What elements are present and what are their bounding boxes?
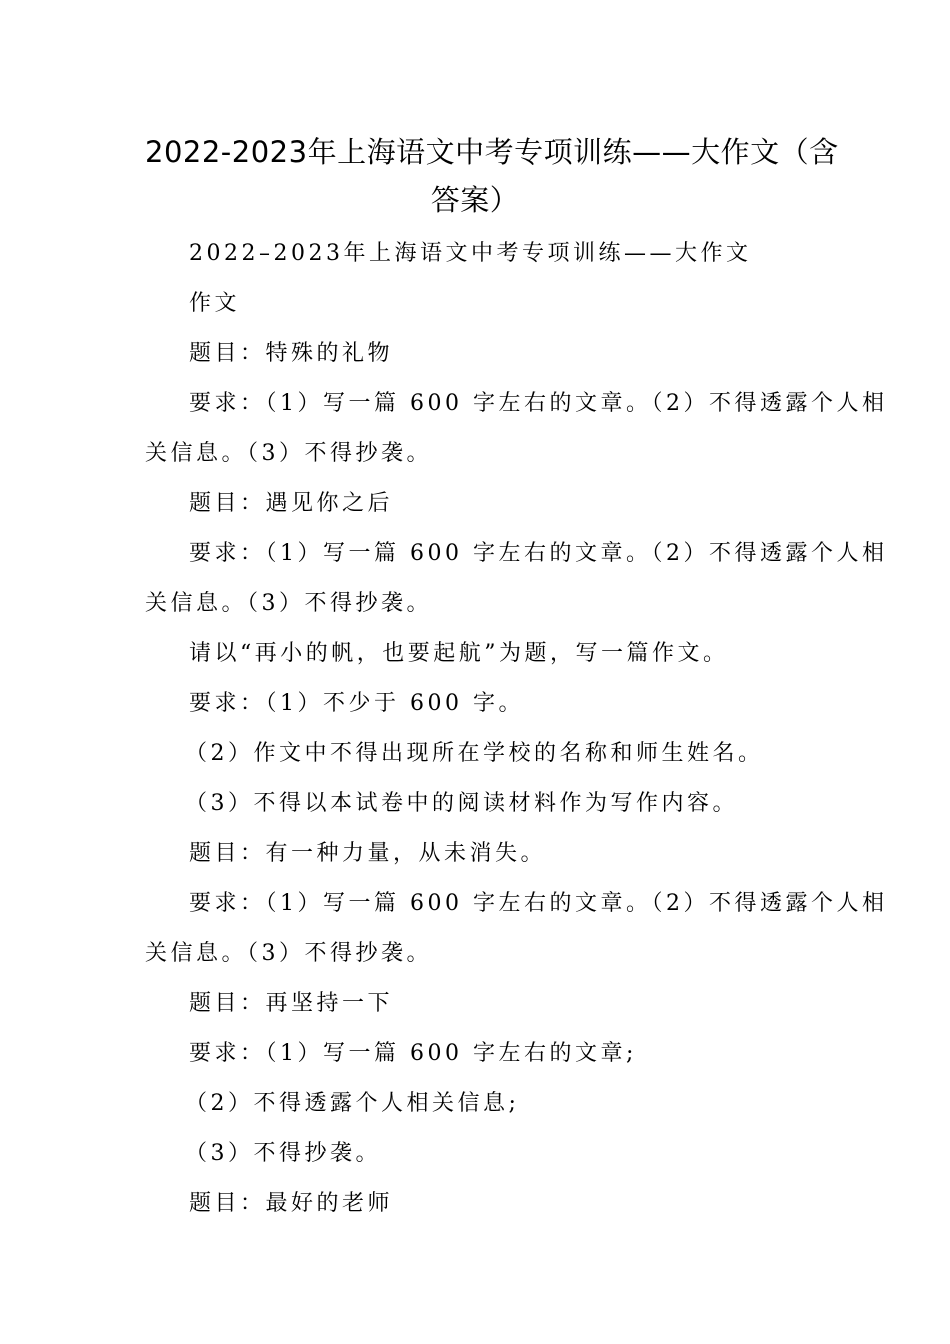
document-title [145, 128, 839, 224]
topic-paragraph: 题目：再坚持一下 [189, 991, 394, 1016]
requirement-continuation: 关信息。（3）不得抄袭。 [145, 941, 432, 966]
title-line-2: 答案） [430, 183, 520, 217]
requirement-continuation: 关信息。（3）不得抄袭。 [145, 591, 432, 616]
requirement-item: （3）不得抄袭。 [185, 1141, 381, 1166]
section-heading: 作文 [189, 291, 241, 316]
requirement-paragraph: 要求：（1）写一篇 600 字左右的文章。（2）不得透露个人相 [189, 391, 888, 416]
title-line-1: 2022-2023年上海语文中考专项训练——大作文（含 [145, 135, 839, 169]
requirement-paragraph: 要求：（1）写一篇 600 字左右的文章; [189, 1041, 637, 1066]
requirement-paragraph: 要求：（1）写一篇 600 字左右的文章。（2）不得透露个人相 [189, 891, 888, 916]
topic-paragraph: 题目：最好的老师 [189, 1191, 394, 1216]
requirement-item: （3）不得以本试卷中的阅读材料作为写作内容。 [185, 791, 738, 816]
subtitle-paragraph: 2022–2023年上海语文中考专项训练——大作文 [189, 241, 752, 266]
requirement-item: （2）不得透露个人相关信息; [185, 1091, 520, 1116]
topic-paragraph: 题目：遇见你之后 [189, 491, 394, 516]
requirement-paragraph: 要求：（1）写一篇 600 字左右的文章。（2）不得透露个人相 [189, 541, 888, 566]
prompt-paragraph: 请以“再小的帆，也要起航”为题，写一篇作文。 [189, 641, 729, 666]
requirement-paragraph: 要求：（1）不少于 600 字。 [189, 691, 524, 716]
requirement-item: （2）作文中不得出现所在学校的名称和师生姓名。 [185, 741, 764, 766]
topic-paragraph: 题目：特殊的礼物 [189, 341, 394, 366]
requirement-continuation: 关信息。（3）不得抄袭。 [145, 441, 432, 466]
document-body [145, 229, 888, 1229]
topic-paragraph: 题目：有一种力量，从未消失。 [189, 841, 547, 866]
